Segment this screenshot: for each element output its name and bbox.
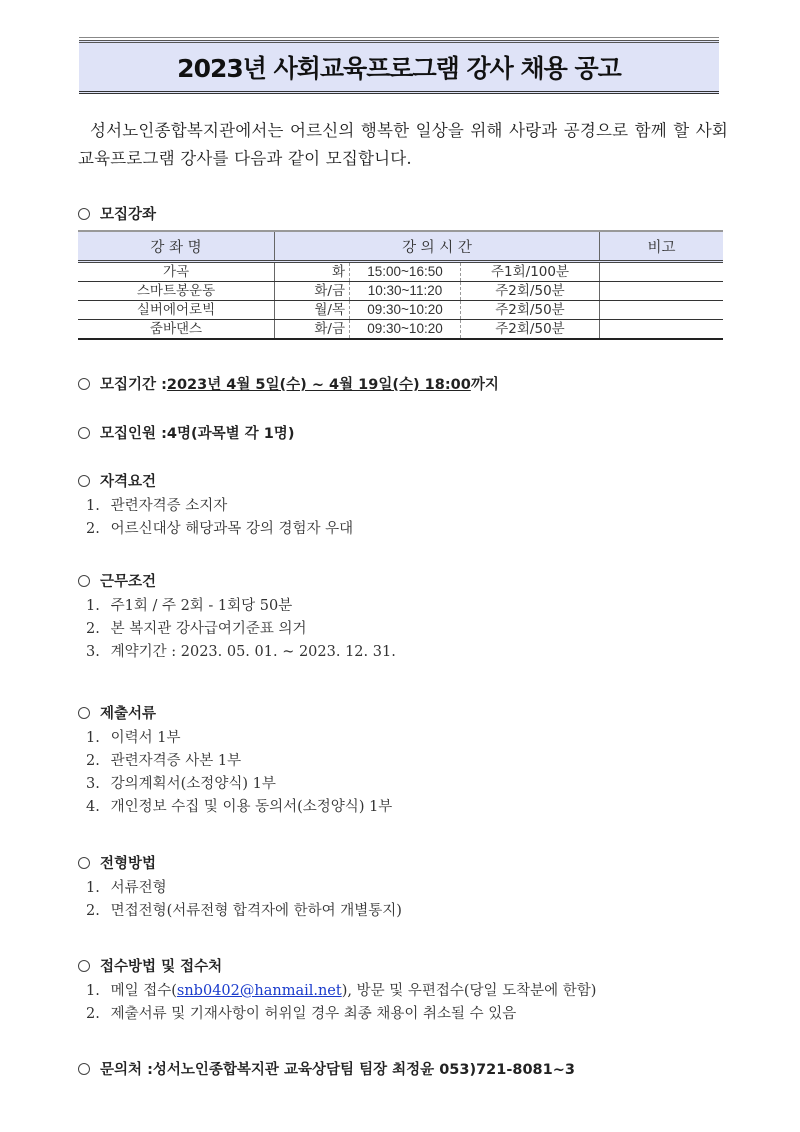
section-heading: 전형방법 xyxy=(100,856,157,872)
course-day: 화/금 xyxy=(275,282,350,301)
circle-bullet-icon xyxy=(78,857,90,869)
course-note xyxy=(600,282,724,301)
section-selection xyxy=(78,852,402,923)
course-time: 10:30~11:20 xyxy=(350,282,461,301)
course-time: 15:00~16:50 xyxy=(350,262,461,282)
section-headcount xyxy=(78,422,294,443)
course-day: 화 xyxy=(275,262,350,282)
circle-bullet-icon xyxy=(78,427,90,439)
circle-bullet-icon xyxy=(78,707,90,719)
section-conditions xyxy=(78,570,396,664)
list-item: 2. 관련자격증 사본 1부 xyxy=(86,753,242,769)
list-item: 1. 이력서 1부 xyxy=(86,730,181,746)
list-item: 1. 메일 접수(snb0402@hanmail.net), 방문 및 우편접수(당일 도착분에 한함) xyxy=(86,983,597,999)
list-item: 3. 계약기간 : 2023. 05. 01. ~ 2023. 12. 31. xyxy=(86,644,396,660)
section-heading: 접수방법 및 접수처 xyxy=(100,959,223,975)
contact-value: 성서노인종합복지관 교육상담팀 팀장 최정윤 053)721-8081~3 xyxy=(152,1062,575,1078)
section-contact xyxy=(78,1058,575,1079)
list-item: 4. 개인정보 수집 및 이용 동의서(소정양식) 1부 xyxy=(86,799,393,815)
course-frequency: 주2회/50분 xyxy=(461,320,600,340)
course-time: 09:30~10:20 xyxy=(350,320,461,340)
section-documents xyxy=(78,702,392,819)
section-application xyxy=(78,955,596,1026)
list-item: 3. 강의계획서(소정양식) 1부 xyxy=(86,776,276,792)
section-heading: 자격요건 xyxy=(100,474,157,490)
courses-table xyxy=(78,230,723,340)
banner-rule xyxy=(79,37,719,38)
table-row xyxy=(78,320,723,340)
period-label: 모집기간 : xyxy=(100,377,167,393)
table-row xyxy=(78,282,723,301)
circle-bullet-icon xyxy=(78,575,90,587)
table-row xyxy=(78,262,723,282)
section-courses xyxy=(78,203,156,224)
course-note xyxy=(600,320,724,340)
page-title: 2023년 사회교육프로그램 강사 채용 공고 xyxy=(177,54,621,83)
contact-label: 문의처 : xyxy=(100,1062,153,1078)
title-banner xyxy=(79,40,719,94)
course-frequency: 주2회/50분 xyxy=(461,301,600,320)
section-period xyxy=(78,373,499,394)
circle-bullet-icon xyxy=(78,475,90,487)
column-header: 비고 xyxy=(600,231,724,262)
course-day: 화/금 xyxy=(275,320,350,340)
list-item: 2. 제출서류 및 기재사항이 허위일 경우 최종 채용이 취소될 수 있음 xyxy=(86,1006,517,1022)
course-name: 가곡 xyxy=(78,262,275,282)
column-header: 강 의 시 간 xyxy=(275,231,600,262)
course-name: 실버에어로빅 xyxy=(78,301,275,320)
list-item: 1. 관련자격증 소지자 xyxy=(86,498,228,514)
list-item: 1. 서류전형 xyxy=(86,880,167,896)
column-header: 강 좌 명 xyxy=(78,231,275,262)
period-suffix: 까지 xyxy=(470,377,499,393)
period-value: 2023년 4월 5일(수) ~ 4월 19일(수) 18:00 xyxy=(166,377,471,393)
list-item: 2. 본 복지관 강사급여기준표 의거 xyxy=(86,621,307,637)
course-note xyxy=(600,262,724,282)
section-heading: 제출서류 xyxy=(100,706,157,722)
section-qualifications xyxy=(78,470,353,541)
course-time: 09:30~10:20 xyxy=(350,301,461,320)
course-name: 줌바댄스 xyxy=(78,320,275,340)
headcount-value: 4명(과목별 각 1명) xyxy=(166,426,295,442)
course-day: 월/목 xyxy=(275,301,350,320)
email-link[interactable]: snb0402@hanmail.net xyxy=(176,983,342,999)
circle-bullet-icon xyxy=(78,960,90,972)
circle-bullet-icon xyxy=(78,208,90,220)
course-name: 스마트봉운동 xyxy=(78,282,275,301)
course-frequency: 주1회/100분 xyxy=(461,262,600,282)
headcount-label: 모집인원 : xyxy=(100,426,167,442)
section-heading: 모집강좌 xyxy=(100,207,157,223)
list-item: 2. 어르신대상 해당과목 강의 경험자 우대 xyxy=(86,521,354,537)
course-frequency: 주2회/50분 xyxy=(461,282,600,301)
circle-bullet-icon xyxy=(78,378,90,390)
table-row xyxy=(78,301,723,320)
list-item: 2. 면접전형(서류전형 합격자에 한하여 개별통지) xyxy=(86,903,402,919)
list-item: 1. 주1회 / 주 2회 - 1회당 50분 xyxy=(86,598,293,614)
table-header-row xyxy=(78,231,723,262)
course-note xyxy=(600,301,724,320)
circle-bullet-icon xyxy=(78,1063,90,1075)
section-heading: 근무조건 xyxy=(100,574,157,590)
intro-text: 성서노인종합복지관에서는 어르신의 행복한 일상을 위해 사랑과 공경으로 함께 할 사회교육프로그램 강사를 다음과 같이 모집합니다. xyxy=(78,121,728,168)
intro-paragraph xyxy=(78,117,728,173)
